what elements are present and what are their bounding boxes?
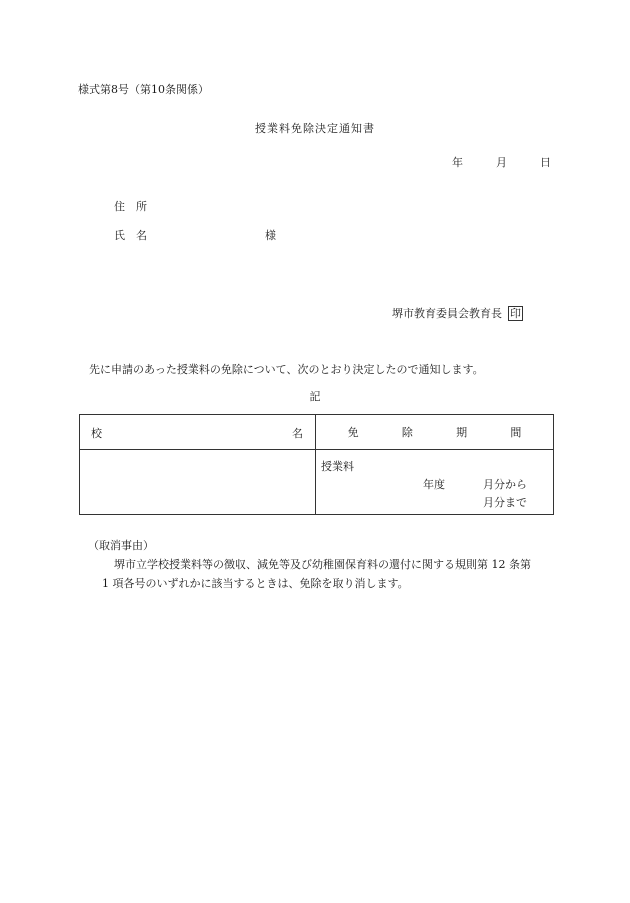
form-number: 様式第8号（第10条関係）: [78, 83, 209, 96]
document-title: 授業料免除決定通知書: [255, 122, 375, 135]
school-name-header: [80, 415, 316, 450]
period-header-char-4: 間: [510, 426, 522, 439]
school-header-char-1: 校: [91, 427, 102, 440]
date-day: 日: [540, 156, 551, 169]
period-header-char-1: 免: [347, 426, 359, 439]
address-label: 住 所: [114, 200, 147, 213]
cancellation-text-line-1: 堺市立学校授業料等の徴収、減免等及び幼稚園保育料の還付に関する規則第 12 条第: [114, 558, 531, 571]
school-name-cell: [80, 450, 316, 515]
issuer-title: 堺市教育委員会教育長: [392, 307, 502, 320]
table-header-row: [80, 415, 554, 450]
month-until-label: 月分まで: [483, 496, 527, 509]
fiscal-year-label: 年度: [423, 478, 445, 491]
school-header-char-2: 名: [292, 427, 303, 440]
exemption-table: [79, 414, 554, 515]
period-header: [316, 415, 554, 450]
date-line: [452, 154, 551, 170]
fee-label: 授業料: [321, 460, 354, 473]
period-header-char-2: 除: [401, 426, 413, 439]
month-from-label: 月分から: [483, 478, 527, 491]
period-header-char-3: 期: [456, 426, 468, 439]
notice-text: 先に申請のあった授業料の免除について、次のとおり決定したので通知します。: [89, 363, 484, 376]
period-cell: [316, 450, 554, 515]
cancellation-text-line-2: 1 項各号のいずれかに該当するときは、免除を取り消します。: [102, 577, 409, 590]
seal-mark: 印: [510, 307, 521, 320]
honorific: 様: [265, 229, 276, 242]
ki-label: 記: [309, 390, 321, 403]
table-data-row: [80, 450, 554, 515]
cancellation-heading: （取消事由）: [88, 539, 154, 552]
name-label: 氏 名: [114, 229, 147, 242]
date-year: 年: [452, 156, 463, 169]
date-month: 月: [496, 156, 507, 169]
issuer-block: [392, 305, 523, 321]
